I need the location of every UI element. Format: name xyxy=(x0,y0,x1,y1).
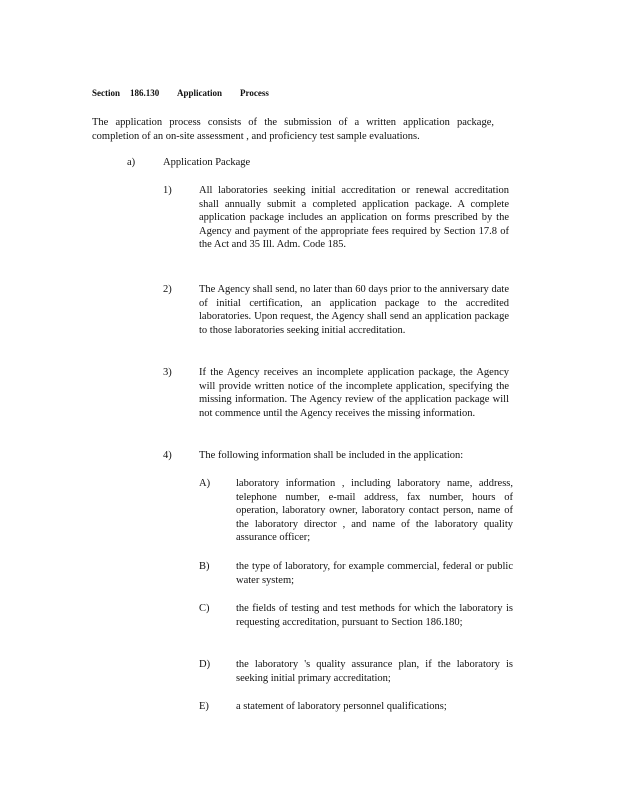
subitem-c-text: the fields of testing and test methods for which the laboratory is requesting accreditation, pursuant to Section 186.180; xyxy=(236,603,513,628)
subitem-d-label: D) xyxy=(199,659,211,670)
section-label: Section xyxy=(92,88,120,98)
section-title-word1: Application xyxy=(177,88,223,98)
item-4-text: The following information shall be included in the application: xyxy=(199,450,464,461)
item-3-label: 3) xyxy=(163,367,172,378)
subsection-a-title: Application Package xyxy=(163,157,251,168)
item-3-text: If the Agency receives an incomplete application package, the Agency will provide written notice of the incomplete application, specifying the missing information. The Agency review of the application package will not commence until the Agency receives the missing information. xyxy=(199,367,509,419)
subitem-a-text: laboratory information , including laboratory name, address, telephone number, e-mail address, fax number, hours of operation, laboratory owner, laboratory contact person, name of the laboratory director , and name of the laboratory quality assurance officer; xyxy=(236,478,513,543)
item-1-label: 1) xyxy=(163,185,172,196)
subitem-e-label: E) xyxy=(199,701,209,712)
item-1-text: All laboratories seeking initial accreditation or renewal accreditation shall annually submit a completed application package. A complete application package includes an application on forms prescribed by the Agency and payment of the appropriate fees required by Section 17.8 of the Act and 35 Ill. Adm. Code 185. xyxy=(199,185,509,250)
subitem-c-label: C) xyxy=(199,603,210,614)
item-4-label: 4) xyxy=(163,450,172,461)
item-2-text: The Agency shall send, no later than 60 days prior to the anniversary date of initial certification, an application package to the accredited laboratories. Upon request, the Agency shall send an application package to those laboratories seeking initial accreditation. xyxy=(199,284,509,336)
subsection-a-label: a) xyxy=(127,157,136,168)
subitem-a-label: A) xyxy=(199,478,211,489)
item-2-label: 2) xyxy=(163,284,172,295)
subitem-b-text: the type of laboratory, for example commercial, federal or public water system; xyxy=(236,561,513,586)
subitem-e-text: a statement of laboratory personnel qualifications; xyxy=(236,701,447,712)
section-number: 186.130 xyxy=(130,88,160,98)
subitem-d-text: the laboratory 's quality assurance plan, if the laboratory is seeking initial primary accreditation; xyxy=(236,659,513,684)
subitem-b-label: B) xyxy=(199,561,210,572)
intro-paragraph: The application process consists of the submission of a written application package, completion of an on-site assessment , and proficiency test sample evaluations. xyxy=(92,117,494,142)
section-title-word2: Process xyxy=(240,88,269,98)
